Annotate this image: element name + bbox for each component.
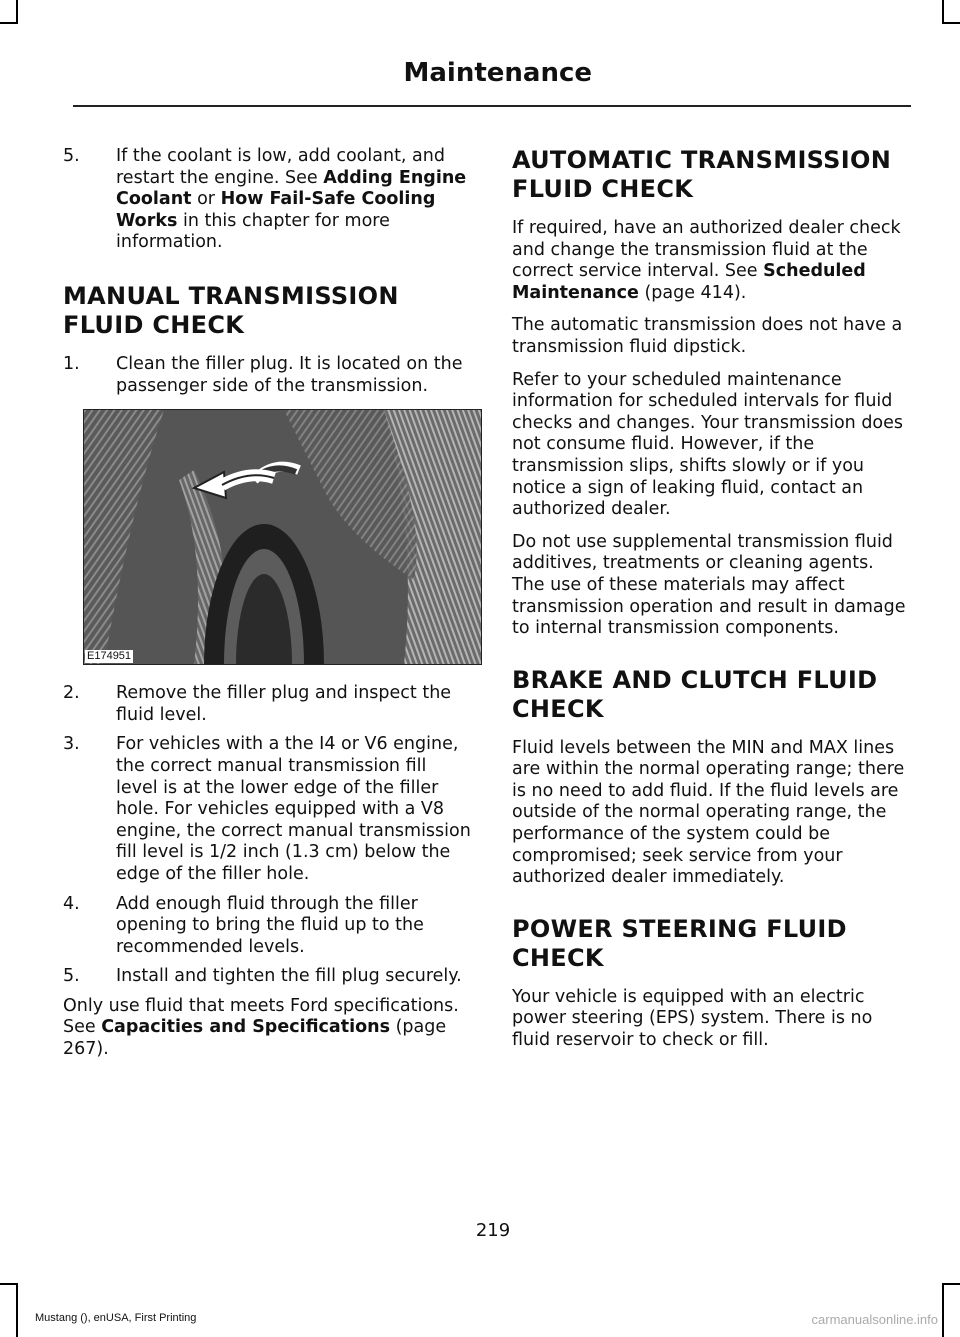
paragraph: Do not use supplemental transmission fluid additives, treatments or cleaning agents. The use of these materials may affect transmission operation and result in damage to internal transmission components. — [512, 531, 906, 639]
transmission-filler-plug-figure — [83, 409, 482, 665]
section-heading-automatic-transmission: AUTOMATIC TRANSMISSION FLUID CHECK — [512, 146, 892, 203]
paragraph: The automatic transmission does not have a transmission fluid dipstick. — [512, 315, 903, 357]
coolant-steps — [63, 146, 473, 254]
right-column — [512, 146, 908, 1063]
list-item: 4. Add enough fluid through the filler opening to bring the fluid up to the recommended levels. — [63, 893, 424, 957]
page-number: 219 — [475, 1220, 511, 1241]
step-number: 4. — [63, 893, 80, 914]
crop-mark — [942, 1283, 944, 1337]
header-rule — [73, 105, 911, 107]
step-number: 3. — [63, 734, 80, 755]
paragraph: Your vehicle is equipped with an electric power steering (EPS) system. There is no fluid reservoir to check or fill. — [512, 986, 873, 1051]
figure-code: E174951 — [87, 650, 132, 663]
footer-text: Mustang (), enUSA, First Printing — [35, 1312, 197, 1324]
xref-link[interactable]: Scheduled Maintenance — [512, 261, 866, 303]
watermark: carmanualsonline.info — [811, 1312, 938, 1327]
xref-link[interactable]: Adding Engine Coolant — [116, 167, 467, 210]
list-item: 3. For vehicles with a the I4 or V6 engine, the correct manual transmission fill level is at the lower edge of the filler hole. For vehicles equipped with a V8 engine, the correct manual transmission fill level is 1/2 inch (1.3 cm) below the edge of the filler hole. — [63, 734, 471, 884]
left-column — [63, 146, 473, 1072]
fluid-spec-note: Only use fluid that meets Ford specifications. See Capacities and Specifications (page 267). — [63, 995, 459, 1060]
crop-mark — [0, 22, 18, 24]
paragraph: Refer to your scheduled maintenance information for scheduled intervals for fluid checks and changes. Your transmission does not consume fluid. However, if the transmission slips, shifts slowly or if you notice a sign of leaking fluid, contact an authorized dealer. — [512, 369, 904, 520]
list-item: 1. Clean the filler plug. It is located on the passenger side of the transmission. — [63, 353, 463, 396]
crop-mark — [942, 1283, 960, 1285]
manual-transmission-steps-continued — [63, 683, 473, 988]
figure-illustration — [84, 410, 481, 664]
paragraph: If required, have an authorized dealer check and change the transmission fluid at the correct service interval. See Scheduled Maintenance (page 414). — [512, 218, 901, 303]
list-item: 2. Remove the filler plug and inspect the fluid level. — [63, 683, 452, 725]
crop-mark — [16, 0, 18, 22]
step-number: 5. — [63, 146, 80, 166]
section-heading-manual-transmission: MANUAL TRANSMISSION FLUID CHECK — [63, 281, 399, 339]
crop-mark — [942, 0, 944, 22]
section-heading-brake-clutch: BRAKE AND CLUTCH FLUID CHECK — [512, 665, 878, 723]
step-number: 1. — [63, 353, 80, 374]
list-item: 5. If the coolant is low, add coolant, and restart the engine. See Adding Engine Coolant or How Fail-Safe Cooling Works in this chapter for more information. — [63, 146, 467, 253]
paragraph: Fluid levels between the MIN and MAX lines are within the normal operating range; there is no need to add fluid. If the fluid levels are outside of the normal operating range, the performance of the system could be compromised; seek service from your authorized dealer immediately. — [512, 737, 905, 888]
step-number: 2. — [63, 683, 80, 704]
section-heading-power-steering: POWER STEERING FLUID CHECK — [512, 914, 847, 972]
xref-link[interactable]: Capacities and Specifications — [101, 1017, 390, 1038]
list-item: 5. Install and tighten the fill plug securely. — [63, 966, 462, 987]
step-number: 5. — [63, 966, 80, 987]
xref-link[interactable]: How Fail-Safe Cooling Works — [116, 189, 436, 231]
manual-transmission-steps — [63, 354, 473, 397]
crop-mark — [942, 22, 960, 24]
crop-mark — [16, 1283, 18, 1337]
page-header-title: Maintenance — [403, 58, 592, 88]
